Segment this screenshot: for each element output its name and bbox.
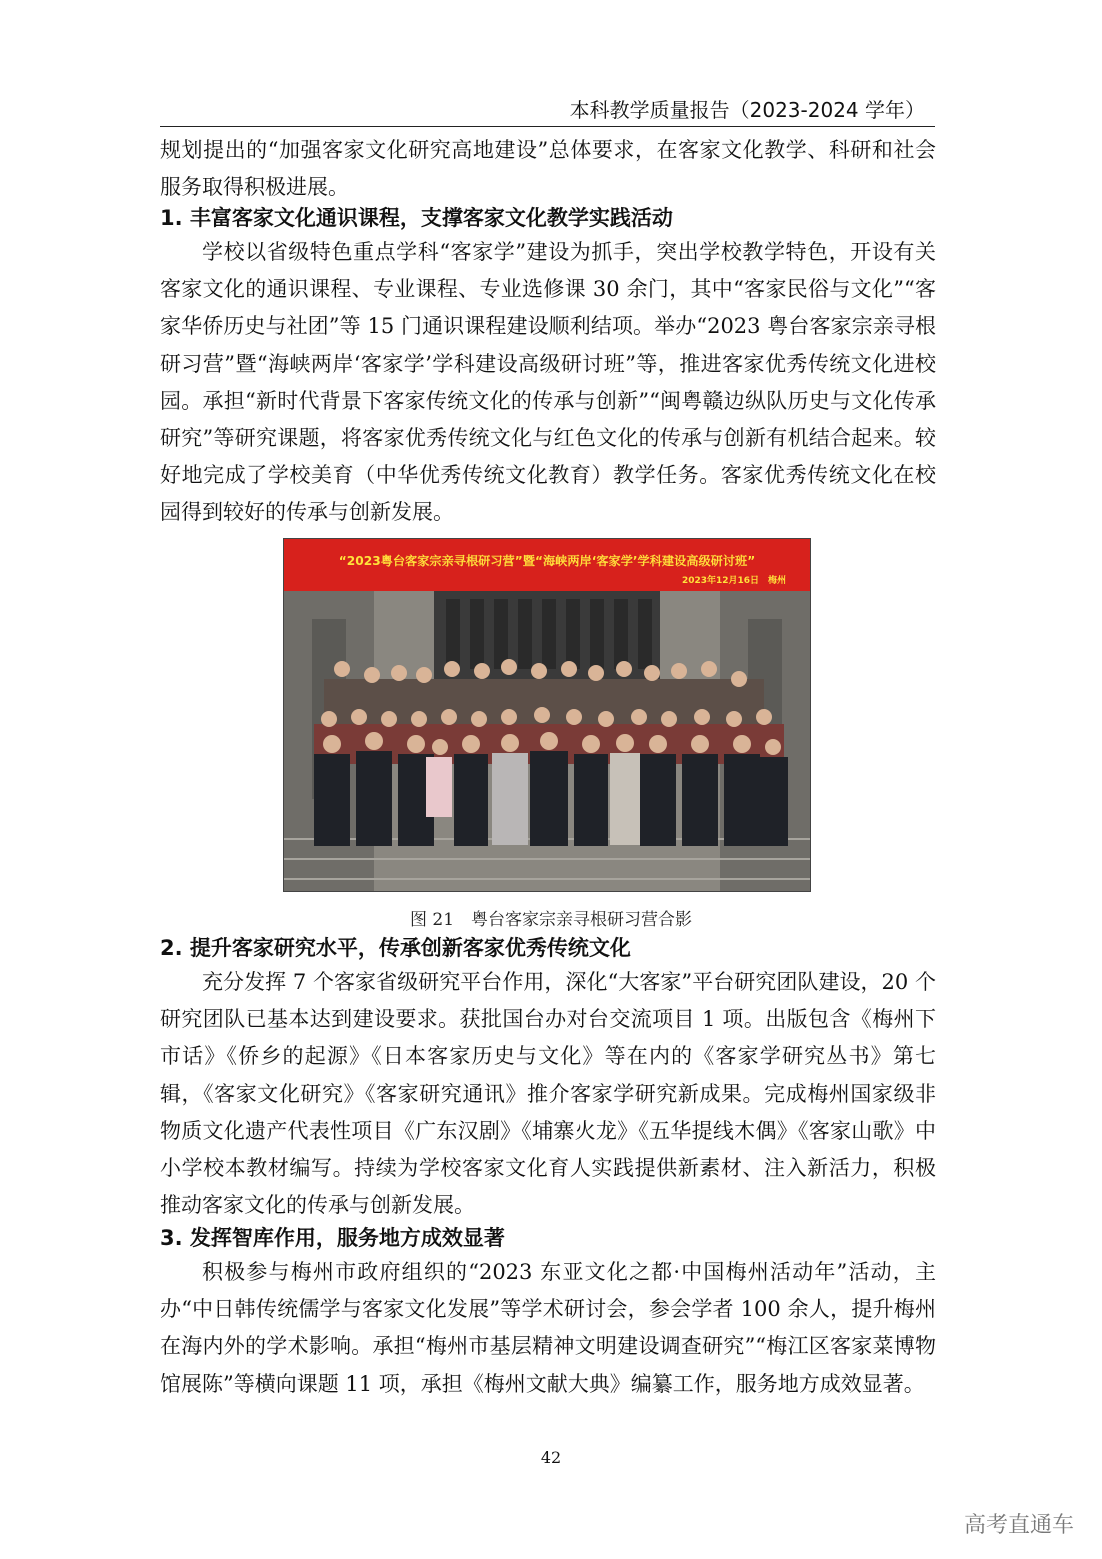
page-number: 42: [540, 1448, 562, 1467]
page-header: [160, 92, 935, 127]
group-photo-image: [284, 539, 810, 891]
banner-date: 2023年12月16日 梅州: [681, 576, 787, 586]
group-photo: [283, 538, 811, 892]
report-title: 本科教学质量报告（2023-2024 学年）: [569, 98, 925, 122]
section-heading-3: 3. 发挥智库作用，服务地方成效显著: [160, 1226, 505, 1250]
paragraph-2: 充分发挥 7 个客家省级研究平台作用，深化“大客家”平台研究团队建设，20 个研究团队已基本达到建设要求。获批国台办对台交流项目 1 项。出版包含《梅州下市话》《侨乡的起源》《日本客家历史与文化》等在内的《客家学研究丛书》第七辑，《客家文化研究》《客家研究通讯》推介客家学研究新成果。完成梅州国家级非物质文化遗产代表性项目《广东汉剧》《埔寨火龙》《五华提线木偶》《客家山歌》中小学校本教材编写。持续为学校客家文化育人实践提供新素材、注入新活力，积极推动客家文化的传承与创新发展。: [160, 970, 936, 1218]
section-heading-2: 2. 提升客家研究水平，传承创新客家优秀传统文化: [160, 936, 631, 960]
paragraph-3: 积极参与梅州市政府组织的“2023 东亚文化之都·中国梅州活动年”活动，主办“中日韩传统儒学与客家文化发展”等学术研讨会，参会学者 100 余人，提升梅州在海内外的学术影响。承担“梅州市基层精神文明建设调查研究”“梅江区客家菜博物馆展陈”等横向课题 11 项，承担《梅州文献大典》编纂工作，服务地方成效显著。: [160, 1260, 936, 1396]
figure-caption: 图 21 粤台客家宗亲寻根研习营合影: [409, 910, 693, 930]
watermark: 高考直通车: [963, 1513, 1074, 1538]
paragraph-1: 学校以省级特色重点学科“客家学”建设为抓手，突出学校教学特色，开设有关客家文化的通识课程、专业课程、专业选修课 30 余门，其中“客家民俗与文化”“客家华侨历史与社团”等 15 门通识课程建设顺利结项。举办“2023 粤台客家宗亲寻根研习营”暨“海峡两岸‘客家学’学科建设高级研讨班”等，推进客家优秀传统文化进校园。承担“新时代背景下客家传统文化的传承与创新”“闽粤赣边纵队历史与文化传承研究”等研究课题，将客家优秀传统文化与红色文化的传承与创新有机结合起来。较好地完成了学校美育（中华优秀传统文化教育）教学任务。客家优秀传统文化在校园得到较好的传承与创新发展。: [160, 240, 936, 525]
section-heading-1: 1. 丰富客家文化通识课程，支撑客家文化教学实践活动: [160, 206, 673, 230]
intro-paragraph: 规划提出的“加强客家文化研究高地建设”总体要求，在客家文化教学、科研和社会服务取得积极进展。: [160, 138, 936, 200]
banner-title: “2023粤台客家宗亲寻根研习营”暨“海峡两岸‘客家学’学科建设高级研讨班”: [338, 554, 756, 568]
